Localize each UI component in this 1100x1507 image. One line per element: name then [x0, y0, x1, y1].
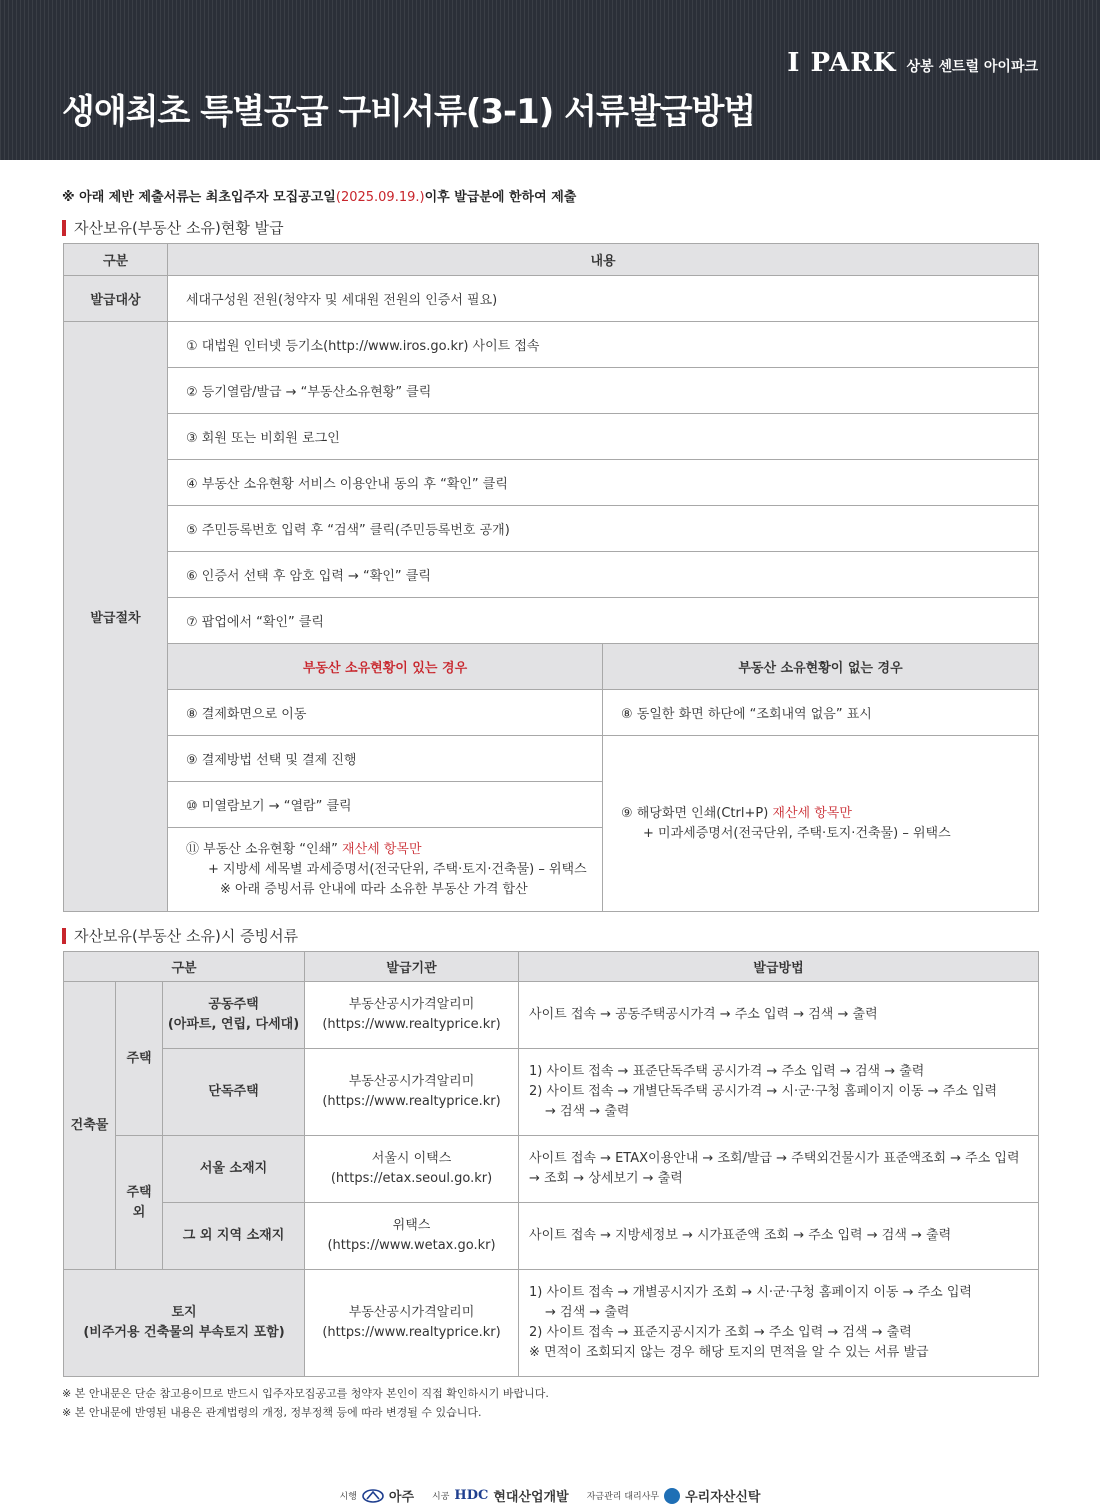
trustee [587, 1486, 761, 1505]
notice [62, 186, 576, 205]
section1-title [62, 217, 284, 238]
page-title: 생애최초 특별공급 구비서류(3-1) 서류발급방법 [62, 92, 756, 132]
has-step-11-red: 재산세 항목만 [342, 841, 422, 857]
method-line: ※ 면적이 조회되지 않는 경우 해당 토지의 면적을 알 수 있는 서류 발급 [529, 1345, 929, 1360]
header-agency: 발급기관 [305, 952, 519, 982]
method-line: 1) 사이트 접속 → 개별공시지가 조회 → 시·군·구청 홈페이지 이동 → 주소 입력 [529, 1285, 972, 1300]
table-row [64, 506, 1039, 552]
table-row [64, 1203, 1039, 1270]
apartment-type [163, 982, 305, 1049]
agency-url: (https://www.realtyprice.kr) [322, 1017, 501, 1032]
footnote: ※ 본 안내문에 반영된 내용은 관계법령의 개정, 정부정책 등에 따라 변경될 수 있습니다. [62, 1406, 482, 1419]
header-banner [0, 0, 1100, 160]
developer [340, 1486, 415, 1505]
agency-url: (https://www.realtyprice.kr) [322, 1325, 501, 1340]
method-line: → 검색 → 출력 [545, 1104, 630, 1119]
builder [432, 1486, 569, 1505]
no-property-header: 부동산 소유현황이 없는 경우 [603, 644, 1039, 690]
step-3: ③ 회원 또는 비회원 로그인 [168, 414, 1039, 460]
agency-name: 부동산공시가격알리미 [348, 997, 475, 1012]
method-line: 사이트 접속 → ETAX이용안내 → 조회/발급 → 주택외건물시가 표준액조회 → 주소 입력 [529, 1151, 1020, 1166]
section2-title [62, 925, 298, 946]
has-step-10: ⑩ 미열람보기 → “열람” 클릭 [168, 782, 603, 828]
seoul-type: 서울 소재지 [163, 1136, 305, 1203]
notice-date: (2025.09.19.) [335, 190, 425, 205]
apartment-type-line1: 공동주택 [208, 997, 259, 1012]
brand [787, 48, 1038, 78]
apartment-type-line2: (아파트, 연립, 다세대) [167, 1017, 300, 1032]
developer-name: 아주 [388, 1490, 415, 1505]
has-step-9: ⑨ 결제방법 선택 및 결제 진행 [168, 736, 603, 782]
non-house-label: 주택 외 [116, 1136, 163, 1270]
table-row [64, 690, 1039, 736]
step-1: ① 대법원 인터넷 등기소(http://www.iros.go.kr) 사이트 접속 [168, 322, 1039, 368]
evidence-docs-table [63, 951, 1039, 1377]
table-row [64, 276, 1039, 322]
trustee-label: 자금관리 대리사무 [586, 1492, 660, 1502]
table-row [64, 982, 1039, 1049]
no-step-9-text: ⑨ 해당화면 인쇄(Ctrl+P) [621, 805, 769, 821]
header-content: 내용 [168, 244, 1039, 276]
table-row [64, 598, 1039, 644]
land-agency [305, 1270, 519, 1377]
no-step-9 [603, 736, 1039, 912]
footnote: ※ 본 안내문은 단순 참고용이므로 반드시 입주자모집공고를 청약자 본인이 직접 확인하시기 바랍니다. [62, 1387, 549, 1400]
notice-suffix: 이후 발급분에 한하여 제출 [424, 190, 577, 205]
table-row [64, 460, 1039, 506]
ajou-logo-icon [362, 1489, 384, 1503]
target-value: 세대구성원 전원(청약자 및 세대원 전원의 인증서 필요) [168, 276, 1039, 322]
other-method: 사이트 접속 → 지방세정보 → 시가표준액 조회 → 주소 입력 → 검색 → 출력 [519, 1203, 1039, 1270]
agency-name: 서울시 이택스 [371, 1151, 452, 1166]
other-type: 그 외 지역 소재지 [163, 1203, 305, 1270]
table-row [64, 1136, 1039, 1203]
apartment-agency [305, 982, 519, 1049]
apartment-name: 상봉 센트럴 아이파크 [906, 59, 1038, 75]
developer-label: 시행 [339, 1492, 357, 1502]
step-5: ⑤ 주민등록번호 입력 후 “검색” 클릭(주민등록번호 공개) [168, 506, 1039, 552]
method-line: 2) 사이트 접속 → 개별단독주택 공시가격 → 시·군·구청 홈페이지 이동 → 주소 입력 [529, 1084, 998, 1099]
table-row [64, 322, 1039, 368]
header-gubun: 구분 [64, 952, 305, 982]
procedure-label: 발급절차 [64, 322, 168, 912]
has-step-11-text: ⑪ 부동산 소유현황 “인쇄” [186, 841, 338, 857]
header-method: 발급방법 [519, 952, 1039, 982]
detached-type: 단독주택 [163, 1049, 305, 1136]
hdc-logo: HDC [454, 1488, 489, 1503]
notice-prefix: ※ 아래 제반 제출서류는 최초입주자 모집공고일 [62, 190, 336, 205]
ipark-logo: I PARK [787, 48, 897, 78]
land-type-line1: 토지 [171, 1305, 197, 1320]
building-label: 건축물 [64, 982, 116, 1270]
house-label: 주택 [116, 982, 163, 1136]
detached-method [519, 1049, 1039, 1136]
has-step-11-note: ※ 아래 증빙서류 안내에 따라 소유한 부동산 가격 합산 [220, 881, 528, 897]
agency-name: 위택스 [392, 1218, 431, 1233]
has-step-11 [168, 828, 603, 912]
table-row [64, 1049, 1039, 1136]
no-step-8: ⑧ 동일한 화면 하단에 “조회내역 없음” 표시 [603, 690, 1039, 736]
method-line: 1) 사이트 접속 → 표준단독주택 공시가격 → 주소 입력 → 검색 → 출력 [529, 1064, 925, 1079]
builder-name: 현대산업개발 [493, 1490, 569, 1505]
section2-title-text: 자산보유(부동산 소유)시 증빙서류 [74, 927, 299, 945]
step-2: ② 등기열람/발급 → “부동산소유현황” 클릭 [168, 368, 1039, 414]
step-4: ④ 부동산 소유현황 서비스 이용안내 동의 후 “확인” 클릭 [168, 460, 1039, 506]
section-marker [62, 928, 66, 944]
property-status-table [63, 243, 1039, 912]
method-line: → 검색 → 출력 [545, 1305, 630, 1320]
land-method [519, 1270, 1039, 1377]
land-type-line2: (비주거용 건축물의 부속토지 포함) [83, 1325, 285, 1340]
table-row [64, 414, 1039, 460]
has-step-8: ⑧ 결제화면으로 이동 [168, 690, 603, 736]
footnotes [62, 1384, 549, 1422]
section-marker [62, 220, 66, 236]
method-line: 2) 사이트 접속 → 표준지공시지가 조회 → 주소 입력 → 검색 → 출력 [529, 1325, 912, 1340]
table-row [64, 552, 1039, 598]
agency-name: 부동산공시가격알리미 [348, 1305, 475, 1320]
target-label: 발급대상 [64, 276, 168, 322]
section1-title-text: 자산보유(부동산 소유)현황 발급 [74, 219, 284, 237]
table-row [64, 644, 1039, 690]
table-header-row [64, 244, 1039, 276]
step-7: ⑦ 팝업에서 “확인” 클릭 [168, 598, 1039, 644]
has-property-header: 부동산 소유현황이 있는 경우 [168, 644, 603, 690]
header-gubun: 구분 [64, 244, 168, 276]
agency-name: 부동산공시가격알리미 [348, 1074, 475, 1089]
no-step-9-sub: + 미과세증명서(전국단위, 주택·토지·건축물) – 위택스 [643, 825, 951, 841]
seoul-agency [305, 1136, 519, 1203]
no-step-9-red: 재산세 항목만 [772, 805, 852, 821]
apartment-method: 사이트 접속 → 공동주택공시가격 → 주소 입력 → 검색 → 출력 [519, 982, 1039, 1049]
agency-url: (https://etax.seoul.go.kr) [330, 1171, 493, 1186]
table-header-row [64, 952, 1039, 982]
footer-companies [0, 1486, 1100, 1505]
table-row [64, 368, 1039, 414]
trustee-name: 우리자산신탁 [685, 1490, 761, 1505]
method-line: → 조회 → 상세보기 → 출력 [529, 1171, 683, 1186]
detached-agency [305, 1049, 519, 1136]
land-type [64, 1270, 305, 1377]
other-agency [305, 1203, 519, 1270]
seoul-method [519, 1136, 1039, 1203]
builder-label: 시공 [432, 1492, 450, 1502]
table-row [64, 736, 1039, 782]
woori-logo-icon [664, 1488, 680, 1504]
step-6: ⑥ 인증서 선택 후 암호 입력 → “확인” 클릭 [168, 552, 1039, 598]
has-step-11-sub: + 지방세 세목별 과세증명서(전국단위, 주택·토지·건축물) – 위택스 [208, 861, 587, 877]
agency-url: (https://www.realtyprice.kr) [322, 1094, 501, 1109]
agency-url: (https://www.wetax.go.kr) [327, 1238, 496, 1253]
table-row [64, 1270, 1039, 1377]
